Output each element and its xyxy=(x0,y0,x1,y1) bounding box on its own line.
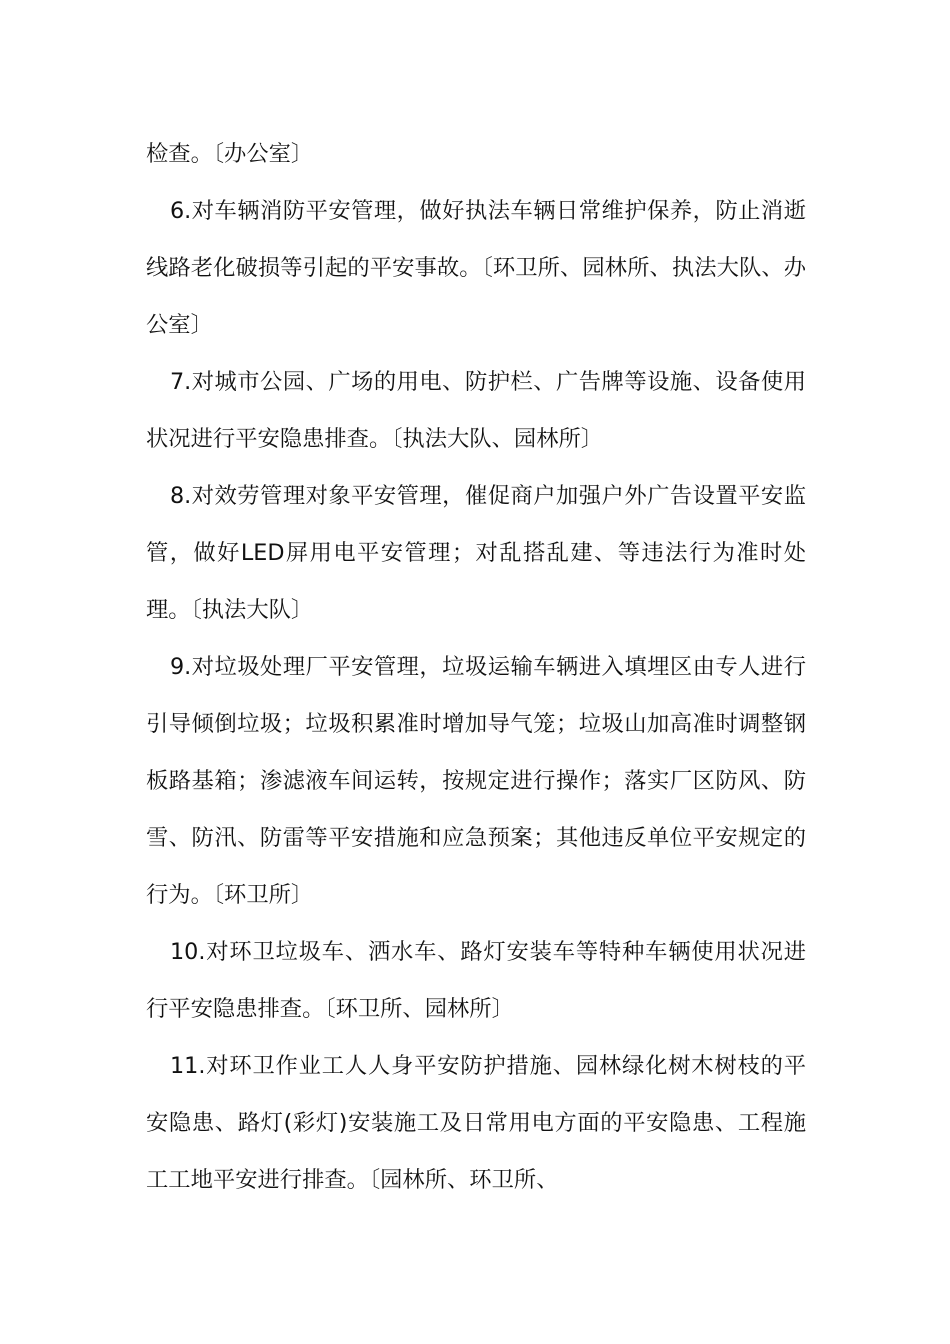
paragraph-item-6: 6.对车辆消防平安管理，做好执法车辆日常维护保养，防止消逝线路老化破损等引起的平安事故。〔环卫所、园林所、执法大队、办公室〕 xyxy=(146,198,806,338)
paragraph-item-8: 8.对效劳管理对象平安管理，催促商户加强户外广告设置平安监管，做好LED屏用电平安管理；对乱搭乱建、等违法行为准时处理。〔执法大队〕 xyxy=(146,483,806,623)
paragraph-item-9: 9.对垃圾处理厂平安管理，垃圾运输车辆进入填埋区由专人进行引导倾倒垃圾；垃圾积累准时增加导气笼；垃圾山加高准时调整钢板路基箱；渗滤液车间运转，按规定进行操作；落实厂区防风、防雪、防汛、防雷等平安措施和应急预案；其他违反单位平安规定的行为。〔环卫所〕 xyxy=(146,654,806,908)
paragraph-item-5-tail: 检查。〔办公室〕 xyxy=(146,141,314,167)
paragraph-item-10: 10.对环卫垃圾车、洒水车、路灯安装车等特种车辆使用状况进行平安隐患排查。〔环卫所、园林所〕 xyxy=(146,939,806,1022)
document-body xyxy=(146,126,806,1209)
paragraph-item-7: 7.对城市公园、广场的用电、防护栏、广告牌等设施、设备使用状况进行平安隐患排查。〔执法大队、园林所〕 xyxy=(146,369,806,452)
paragraph-item-11: 11.对环卫作业工人人身平安防护措施、园林绿化树木树枝的平安隐患、路灯(彩灯)安装施工及日常用电方面的平安隐患、工程施工工地平安进行排查。〔园林所、环卫所、 xyxy=(146,1053,806,1193)
